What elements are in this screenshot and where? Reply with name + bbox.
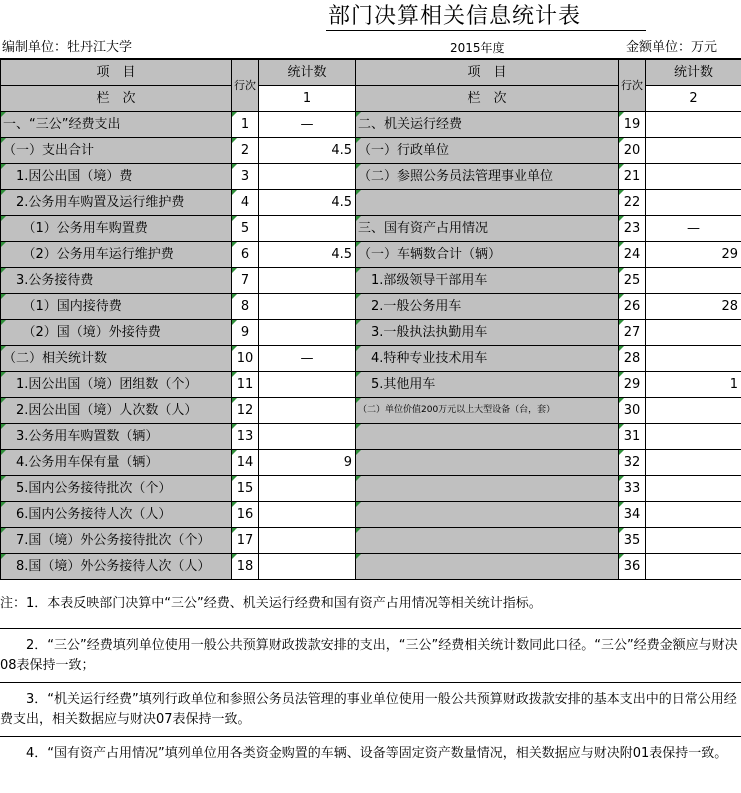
row-right-item: 5.其他用车 xyxy=(356,372,619,398)
row-left-line-no: 5 xyxy=(232,216,259,242)
row-left-item: （一）支出合计 xyxy=(1,138,232,164)
table-row xyxy=(1,476,741,502)
row-left-item: 7.国（境）外公务接待批次（个） xyxy=(1,528,232,554)
header-col1: 1 xyxy=(259,86,356,112)
row-right-value xyxy=(646,320,741,346)
header-row-no-left: 行次 xyxy=(232,60,259,112)
row-right-item xyxy=(356,476,619,502)
row-right-line-no: 31 xyxy=(619,424,646,450)
row-left-line-no: 12 xyxy=(232,398,259,424)
row-left-line-no: 15 xyxy=(232,476,259,502)
row-left-item: 2.因公出国（境）人次数（人） xyxy=(1,398,232,424)
row-right-line-no: 26 xyxy=(619,294,646,320)
row-right-value xyxy=(646,190,741,216)
note-4: 4．“国有资产占用情况”填列单位用各类资金购置的车辆、设备等固定资产数量情况，相关数据应与财决附01表保持一致。 xyxy=(0,746,728,761)
row-right-line-no: 30 xyxy=(619,398,646,424)
header-column-left: 栏 次 xyxy=(1,86,232,112)
row-left-value xyxy=(259,216,356,242)
row-left-value xyxy=(259,398,356,424)
table-row xyxy=(1,424,741,450)
table-row xyxy=(1,398,741,424)
row-left-value xyxy=(259,320,356,346)
header-column-right: 栏 次 xyxy=(356,86,619,112)
header-item-left: 项 目 xyxy=(1,60,232,86)
table-row xyxy=(1,502,741,528)
note-3: 3．“机关运行经费”填列行政单位和参照公务员法管理的事业单位使用一般公共预算财政拨款安排的基本支出中的日常公用经费支出，相关数据应与财决07表保持一致。 xyxy=(0,692,737,727)
row-left-line-no: 1 xyxy=(232,112,259,138)
row-right-item: （二）单位价值200万元以上大型设备（台，套） xyxy=(356,398,619,424)
row-left-item: 2.公务用车购置及运行维护费 xyxy=(1,190,232,216)
row-left-item: （1）国内接待费 xyxy=(1,294,232,320)
row-left-item: 4.公务用车保有量（辆） xyxy=(1,450,232,476)
row-right-value: 29 xyxy=(646,242,741,268)
report-year: 2015年度 xyxy=(450,41,505,55)
row-left-item: （二）相关统计数 xyxy=(1,346,232,372)
row-right-item xyxy=(356,554,619,580)
table-row xyxy=(1,242,741,268)
row-left-line-no: 4 xyxy=(232,190,259,216)
table-row xyxy=(1,294,741,320)
row-left-value xyxy=(259,268,356,294)
table-row xyxy=(1,164,741,190)
row-right-line-no: 21 xyxy=(619,164,646,190)
row-left-value: — xyxy=(259,346,356,372)
row-right-line-no: 35 xyxy=(619,528,646,554)
row-right-item: 3.一般执法执勤用车 xyxy=(356,320,619,346)
row-left-line-no: 9 xyxy=(232,320,259,346)
row-left-item: 一、“三公”经费支出 xyxy=(1,112,232,138)
row-right-value xyxy=(646,554,741,580)
row-right-value xyxy=(646,450,741,476)
header-row-1 xyxy=(1,60,741,86)
table-row xyxy=(1,320,741,346)
row-left-value xyxy=(259,502,356,528)
row-right-value xyxy=(646,424,741,450)
row-right-line-no: 24 xyxy=(619,242,646,268)
row-left-line-no: 10 xyxy=(232,346,259,372)
table-row xyxy=(1,528,741,554)
compiling-unit: 编制单位：牡丹江大学 xyxy=(2,40,133,55)
row-left-item: 5.国内公务接待批次（个） xyxy=(1,476,232,502)
table-row xyxy=(1,216,741,242)
row-left-item: 1.因公出国（境）费 xyxy=(1,164,232,190)
row-right-line-no: 27 xyxy=(619,320,646,346)
row-left-item: （2）国（境）外接待费 xyxy=(1,320,232,346)
table-row xyxy=(1,112,741,138)
row-right-value xyxy=(646,112,741,138)
row-left-line-no: 2 xyxy=(232,138,259,164)
row-right-line-no: 33 xyxy=(619,476,646,502)
row-left-value xyxy=(259,476,356,502)
row-right-value xyxy=(646,268,741,294)
row-left-value: 4.5 xyxy=(259,242,356,268)
row-left-item: 6.国内公务接待人次（人） xyxy=(1,502,232,528)
row-right-value: 1 xyxy=(646,372,741,398)
row-right-line-no: 28 xyxy=(619,346,646,372)
row-right-item: 2.一般公务用车 xyxy=(356,294,619,320)
row-right-value: 28 xyxy=(646,294,741,320)
note-1: 注：1．本表反映部门决算中“三公”经费、机关运行经费和国有资产占用情况等相关统计指标。 xyxy=(0,596,542,611)
row-right-line-no: 19 xyxy=(619,112,646,138)
row-right-line-no: 23 xyxy=(619,216,646,242)
row-right-item xyxy=(356,502,619,528)
row-left-line-no: 11 xyxy=(232,372,259,398)
table-row xyxy=(1,450,741,476)
row-left-item: 8.国（境）外公务接待人次（人） xyxy=(1,554,232,580)
table-row xyxy=(1,372,741,398)
row-right-value xyxy=(646,528,741,554)
row-left-line-no: 18 xyxy=(232,554,259,580)
row-right-value xyxy=(646,502,741,528)
note-divider xyxy=(0,682,741,683)
row-left-value xyxy=(259,424,356,450)
row-left-value xyxy=(259,294,356,320)
row-left-line-no: 6 xyxy=(232,242,259,268)
row-right-item: （一）车辆数合计（辆） xyxy=(356,242,619,268)
row-left-value xyxy=(259,372,356,398)
page-title-bar xyxy=(0,0,741,34)
note-divider xyxy=(0,736,741,737)
row-left-value: 4.5 xyxy=(259,190,356,216)
note-divider xyxy=(0,628,741,629)
row-left-line-no: 7 xyxy=(232,268,259,294)
row-left-line-no: 13 xyxy=(232,424,259,450)
header-row-no-right: 行次 xyxy=(619,60,646,112)
row-right-value xyxy=(646,346,741,372)
row-left-item: 3.公务接待费 xyxy=(1,268,232,294)
row-right-value xyxy=(646,164,741,190)
row-right-item xyxy=(356,190,619,216)
row-left-line-no: 3 xyxy=(232,164,259,190)
row-left-line-no: 14 xyxy=(232,450,259,476)
row-right-line-no: 20 xyxy=(619,138,646,164)
row-right-value xyxy=(646,138,741,164)
statistics-table xyxy=(0,59,741,580)
row-right-value xyxy=(646,476,741,502)
header-col2: 2 xyxy=(646,86,741,112)
row-right-item: 4.特种专业技术用车 xyxy=(356,346,619,372)
row-left-value: — xyxy=(259,112,356,138)
note-2: 2．“三公”经费填列单位使用一般公共预算财政拨款安排的支出，“三公”经费相关统计数同此口径。“三公”经费金额应与财决08表保持一致； xyxy=(0,638,738,673)
table-row xyxy=(1,554,741,580)
row-right-line-no: 25 xyxy=(619,268,646,294)
row-left-line-no: 16 xyxy=(232,502,259,528)
table-row xyxy=(1,190,741,216)
row-left-value xyxy=(259,164,356,190)
row-left-value: 4.5 xyxy=(259,138,356,164)
row-left-item: 3.公务用车购置数（辆） xyxy=(1,424,232,450)
row-right-line-no: 32 xyxy=(619,450,646,476)
row-right-item: 二、机关运行经费 xyxy=(356,112,619,138)
row-right-item: （二）参照公务员法管理事业单位 xyxy=(356,164,619,190)
row-right-line-no: 22 xyxy=(619,190,646,216)
amount-unit: 金额单位：万元 xyxy=(626,40,718,55)
row-right-item: （一）行政单位 xyxy=(356,138,619,164)
row-right-line-no: 36 xyxy=(619,554,646,580)
header-item-right: 项 目 xyxy=(356,60,619,86)
row-right-item xyxy=(356,424,619,450)
row-left-item: （1）公务用车购置费 xyxy=(1,216,232,242)
row-right-line-no: 34 xyxy=(619,502,646,528)
row-right-value xyxy=(646,398,741,424)
row-right-item: 1.部级领导干部用车 xyxy=(356,268,619,294)
table-row xyxy=(1,138,741,164)
page-title: 部门决算相关信息统计表 xyxy=(328,4,582,29)
row-left-value xyxy=(259,554,356,580)
title-underline xyxy=(326,30,646,31)
header-stat-right: 统计数 xyxy=(646,60,741,86)
row-left-value xyxy=(259,528,356,554)
row-left-item: 1.因公出国（境）团组数（个） xyxy=(1,372,232,398)
row-right-line-no: 29 xyxy=(619,372,646,398)
row-right-item: 三、国有资产占用情况 xyxy=(356,216,619,242)
row-right-item xyxy=(356,528,619,554)
table-row xyxy=(1,346,741,372)
row-right-value: — xyxy=(646,216,741,242)
row-right-item xyxy=(356,450,619,476)
row-left-value: 9 xyxy=(259,450,356,476)
header-stat-left: 统计数 xyxy=(259,60,356,86)
row-left-line-no: 17 xyxy=(232,528,259,554)
table-row xyxy=(1,268,741,294)
row-left-item: （2）公务用车运行维护费 xyxy=(1,242,232,268)
row-left-line-no: 8 xyxy=(232,294,259,320)
